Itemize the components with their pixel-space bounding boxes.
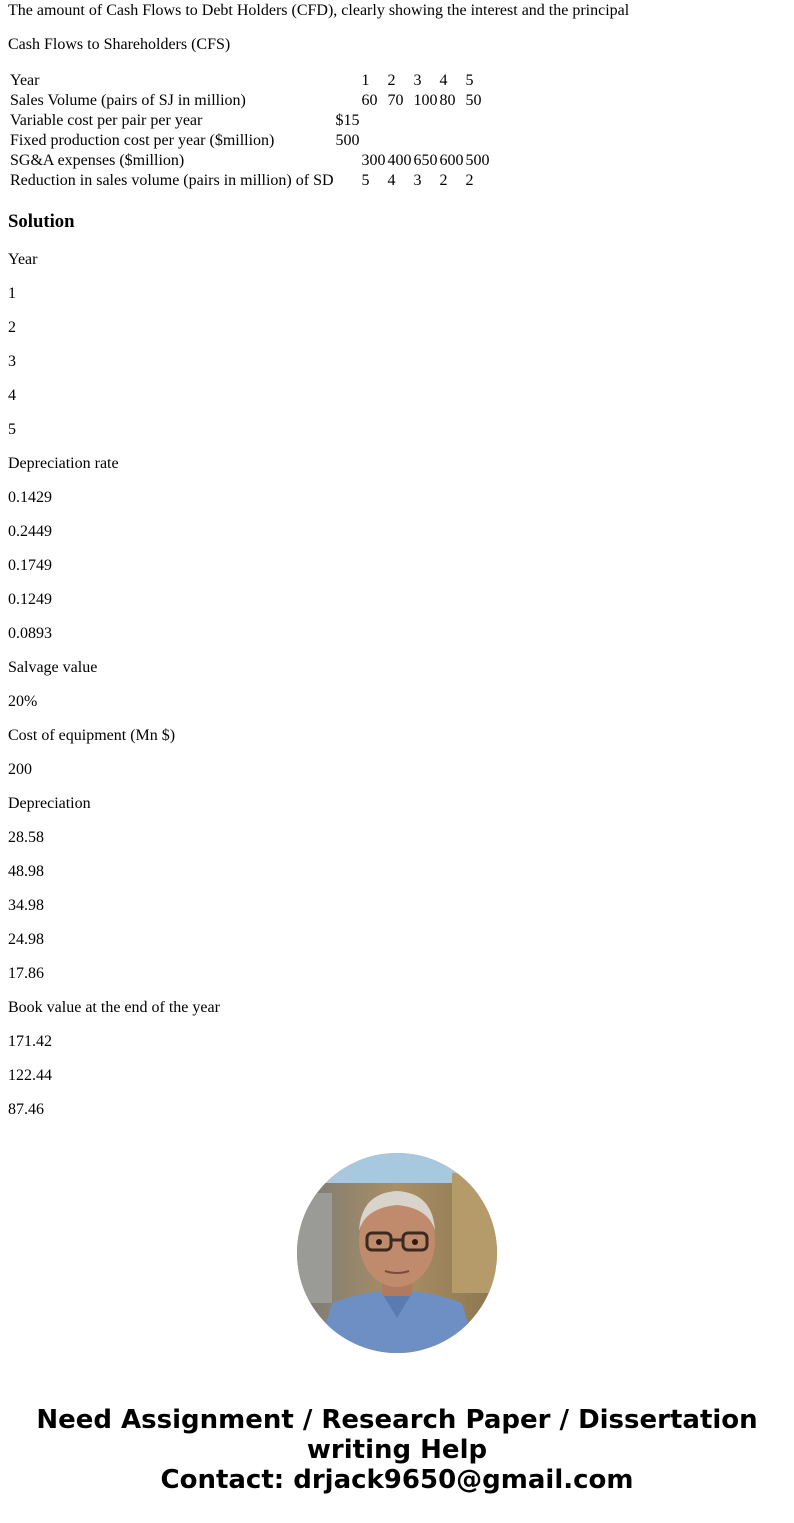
year-cell: 5 — [361, 172, 370, 189]
table-row — [10, 132, 490, 150]
solution-line: 171.42 — [8, 1033, 52, 1050]
year-cell — [362, 112, 386, 130]
year-cell: 5 — [465, 72, 474, 89]
year-cell: 4 — [387, 172, 396, 189]
row-label: Fixed production cost per year ($million) — [10, 132, 275, 149]
solution-line: Depreciation — [8, 795, 91, 812]
row-unit-value: $15 — [335, 112, 360, 129]
row-unit-value — [336, 172, 360, 190]
solution-line: 24.98 — [8, 931, 44, 948]
year-cell — [440, 112, 464, 130]
solution-line: Depreciation rate — [8, 455, 119, 472]
solution-line: Year — [8, 251, 38, 268]
row-unit-value — [336, 72, 360, 90]
row-label: Variable cost per pair per year — [10, 112, 203, 129]
data-table — [8, 70, 492, 192]
year-cell: 70 — [387, 92, 404, 109]
promo-line-2: writing Help — [306, 1435, 488, 1465]
year-cell: 2 — [439, 172, 448, 189]
solution-line: 4 — [8, 387, 16, 404]
question-line-cfs: Cash Flows to Shareholders (CFS) — [8, 36, 231, 53]
table-row — [10, 152, 490, 170]
solution-line: 20% — [8, 693, 38, 710]
row-label: Sales Volume (pairs of SJ in million) — [10, 92, 246, 109]
year-cell: 3 — [413, 172, 422, 189]
solution-line: 0.2449 — [8, 523, 52, 540]
solution-heading: Solution — [8, 211, 75, 232]
promo-line-1: Need Assignment / Research Paper / Dissertation — [36, 1405, 758, 1435]
row-unit-value: 500 — [335, 132, 360, 149]
solution-line: 0.1429 — [8, 489, 52, 506]
year-cell — [466, 132, 490, 150]
year-cell: 60 — [361, 92, 378, 109]
solution-line: 0.1249 — [8, 591, 52, 608]
year-cell — [414, 112, 438, 130]
year-cell — [440, 132, 464, 150]
solution-line: Salvage value — [8, 659, 98, 676]
table-row — [10, 172, 490, 190]
solution-line: 34.98 — [8, 897, 44, 914]
row-label: SG&A expenses ($million) — [10, 152, 185, 169]
author-avatar — [297, 1153, 497, 1353]
solution-line: 5 — [8, 421, 16, 438]
solution-line: Book value at the end of the year — [8, 999, 220, 1016]
year-cell: 300 — [361, 152, 386, 169]
year-cell — [362, 132, 386, 150]
year-cell: 80 — [439, 92, 456, 109]
question-line-cfd: The amount of Cash Flows to Debt Holders (CFD), clearly showing the interest and the principal — [8, 2, 630, 19]
year-cell: 50 — [465, 92, 482, 109]
year-cell: 100 — [413, 92, 438, 109]
solution-line: Cost of equipment (Mn $) — [8, 727, 176, 744]
solution-line: 48.98 — [8, 863, 44, 880]
year-cell: 3 — [413, 72, 422, 89]
solution-line: 1 — [8, 285, 16, 302]
person-photo-icon — [297, 1153, 497, 1353]
year-cell: 650 — [413, 152, 438, 169]
solution-line: 87.46 — [8, 1101, 44, 1118]
year-cell: 1 — [361, 72, 370, 89]
row-label: Year — [10, 72, 40, 89]
row-unit-value — [336, 92, 360, 110]
solution-line: 200 — [8, 761, 32, 778]
row-unit-value — [336, 152, 360, 170]
year-cell: 4 — [439, 72, 448, 89]
year-cell: 2 — [465, 172, 474, 189]
year-cell: 2 — [387, 72, 396, 89]
row-label: Reduction in sales volume (pairs in million) of SD — [10, 172, 334, 189]
solution-line: 28.58 — [8, 829, 44, 846]
year-cell — [388, 112, 412, 130]
solution-line: 3 — [8, 353, 16, 370]
solution-line: 0.1749 — [8, 557, 52, 574]
year-cell — [414, 132, 438, 150]
solution-line: 17.86 — [8, 965, 44, 982]
year-cell — [466, 112, 490, 130]
promo-contact: Contact: drjack9650@gmail.com — [160, 1465, 634, 1495]
year-cell — [388, 132, 412, 150]
table-row — [10, 92, 490, 110]
solution-line: 0.0893 — [8, 625, 52, 642]
year-cell: 600 — [439, 152, 464, 169]
table-row — [10, 72, 490, 90]
solution-line: 2 — [8, 319, 16, 336]
table-row — [10, 112, 490, 130]
year-cell: 500 — [465, 152, 490, 169]
year-cell: 400 — [387, 152, 412, 169]
solution-line: 122.44 — [8, 1067, 52, 1084]
